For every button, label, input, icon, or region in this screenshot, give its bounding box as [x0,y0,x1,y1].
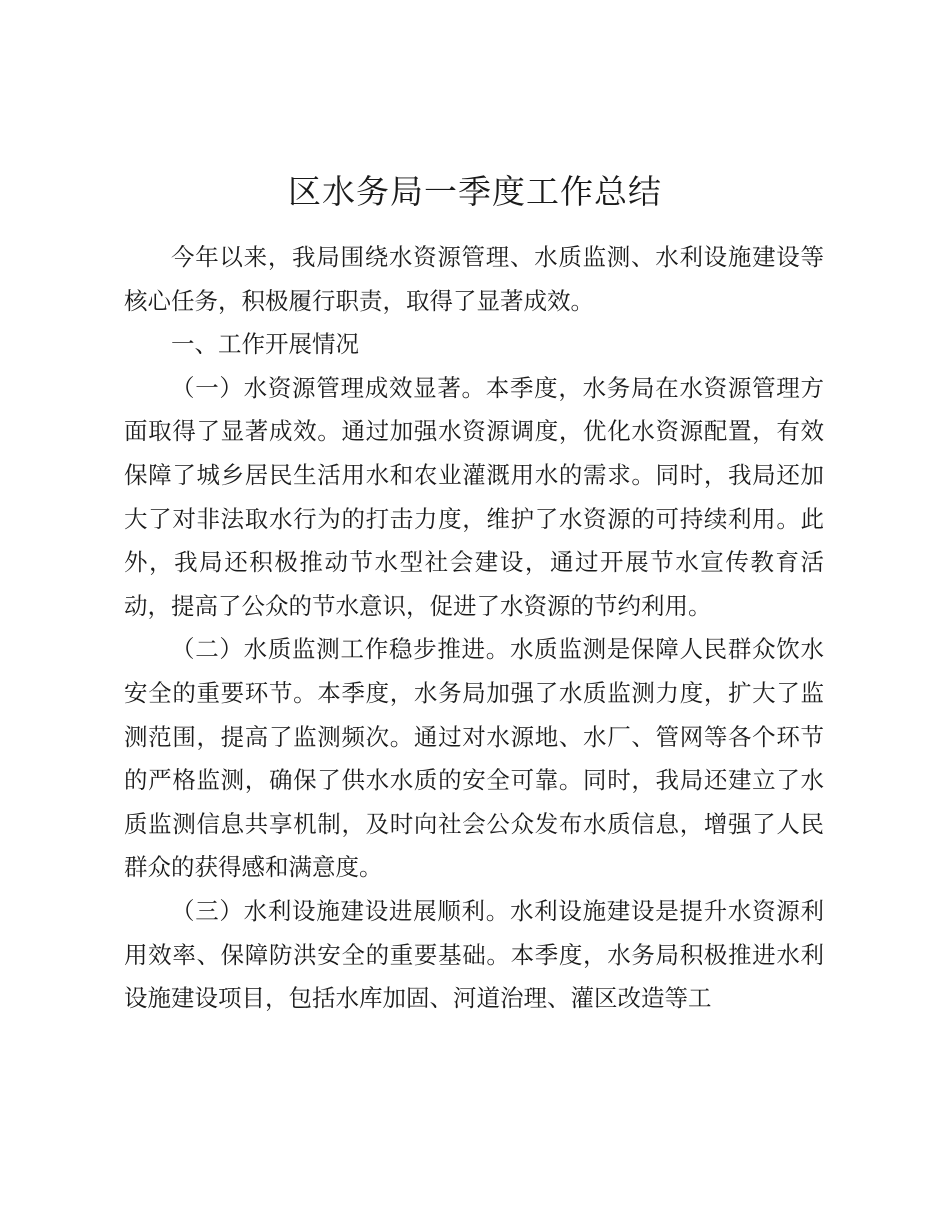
document-body [124,236,824,1021]
section-heading: 一、工作开展情况 [171,330,359,359]
document-title: 区水务局一季度工作总结 [288,172,662,211]
subsection-infrastructure: （三）水利设施建设进展顺利。水利设施建设是提升水资源利用效率、保障防洪安全的重要基础。本季度，水务局积极推进水利设施建设项目，包括水库加固、河道治理、灌区改造等工 [124,896,824,1013]
intro-paragraph: 今年以来，我局围绕水资源管理、水质监测、水利设施建设等核心任务，积极履行职责，取得了显著成效。 [124,243,824,315]
subsection-water-resources: （一）水资源管理成效显著。本季度，水务局在水资源管理方面取得了显著成效。通过加强水资源调度，优化水资源配置，有效保障了城乡居民生活用水和农业灌溉用水的需求。同时，我局还加大了对非法取水行为的打击力度，维护了水资源的可持续利用。此外，我局还积极推动节水型社会建设，通过开展节水宣传教育活动，提高了公众的节水意识，促进了水资源的节约利用。 [124,373,824,620]
subsection-water-quality: （二）水质监测工作稳步推进。水质监测是保障人民群众饮水安全的重要环节。本季度，水务局加强了水质监测力度，扩大了监测范围，提高了监测频次。通过对水源地、水厂、管网等各个环节的严格监测，确保了供水水质的安全可靠。同时，我局还建立了水质监测信息共享机制，及时向社会公众发布水质信息，增强了人民群众的获得感和满意度。 [124,635,824,882]
